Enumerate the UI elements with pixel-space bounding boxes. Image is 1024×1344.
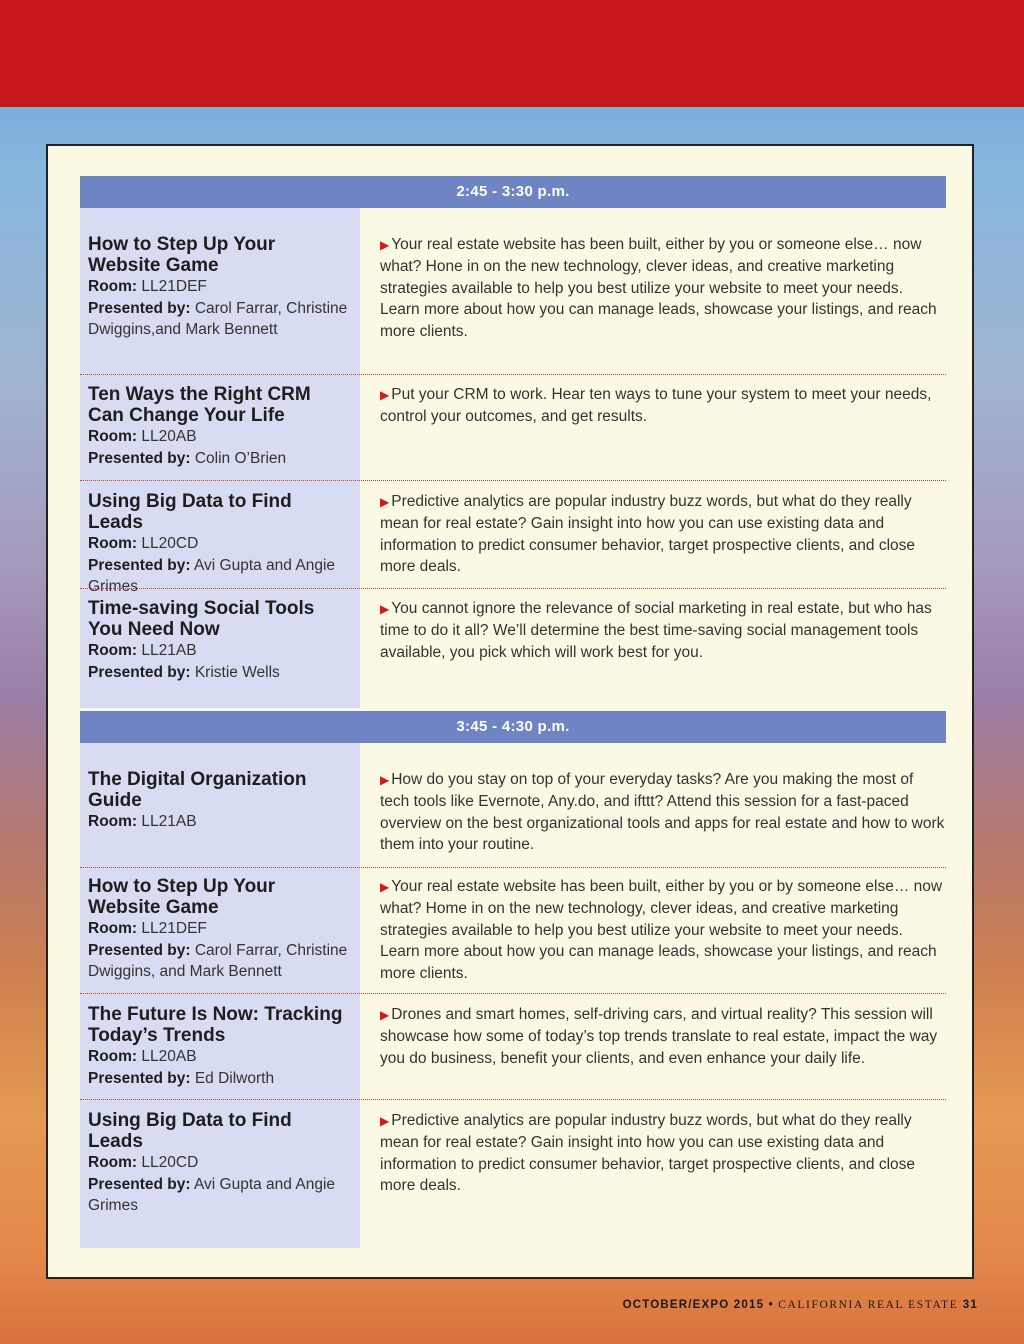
session-title: The Future Is Now: Tracking Today’s Trends <box>88 1004 343 1046</box>
arrow-bullet-icon: ▶ <box>380 495 390 509</box>
session-description: ▶ Put your CRM to work. Hear ten ways to tune your system to meet your needs, control your outcomes, and get results. <box>380 386 932 426</box>
session-presenters: Presented by: Carol Farrar, Christine Dwiggins, and Mark Bennett <box>88 941 348 980</box>
session-description: ▶ Your real estate website has been built, either by you or by someone else… now what? Home in on the new technology, clever ideas, and creative marketing strategies available to help you best utilize your website to meet your needs. Learn more about how you can manage leads, showcase your listings, and reach more clients. <box>380 878 943 982</box>
session-room: Room: LL20CD <box>88 1154 199 1171</box>
arrow-bullet-icon: ▶ <box>380 388 390 402</box>
session-title: Time-saving Social Tools You Need Now <box>88 598 315 640</box>
session-presenters: Presented by: Avi Gupta and Angie Grimes <box>88 1175 336 1214</box>
dotted-divider <box>80 867 946 868</box>
session-presenters: Presented by: Kristie Wells <box>88 663 280 681</box>
session-presenters: Presented by: Ed Dilworth <box>88 1069 275 1087</box>
session-title: Using Big Data to Find Leads <box>88 1110 292 1152</box>
session-description: ▶ You cannot ignore the relevance of social marketing in real estate, but who has time to do it all? We’ll determine the best time-saving social management tools available, you pick which will work best for you. <box>380 600 932 661</box>
time-slot-header: 2:45 - 3:30 p.m. <box>80 176 946 208</box>
session-room: Room: LL20AB <box>88 1048 197 1065</box>
dotted-divider <box>80 480 946 481</box>
arrow-bullet-icon: ▶ <box>380 773 390 787</box>
dotted-divider <box>80 993 946 994</box>
session-description: ▶ How do you stay on top of your everyday tasks? Are you making the most of tech tools like Evernote, Any.do, and ifttt? Attend this session for a fast-paced overview on the best organizational tools and apps for real estate and how to work them into your routine. <box>380 771 945 854</box>
dotted-divider <box>80 588 946 589</box>
session-title: Using Big Data to Find Leads <box>88 491 292 533</box>
session-title: How to Step Up Your Website Game <box>88 876 276 918</box>
arrow-bullet-icon: ▶ <box>380 1114 390 1128</box>
page-number: 31 <box>962 1299 978 1311</box>
session-description: ▶ Predictive analytics are popular industry buzz words, but what do they really mean for real estate? Gain insight into how you can use existing data and information to predict consumer behavior, target prospective clients, and close more deals. <box>380 493 916 576</box>
session-presenters: Presented by: Avi Gupta and Angie Grimes <box>88 556 336 595</box>
session-room: Room: LL21DEF <box>88 920 207 937</box>
top-color-band <box>0 0 1024 107</box>
session-room: Room: LL21DEF <box>88 278 207 295</box>
session-room: Room: LL21AB <box>88 642 197 659</box>
session-title: How to Step Up Your Website Game <box>88 234 276 276</box>
session-description: ▶ Predictive analytics are popular industry buzz words, but what do they really mean for real estate? Gain insight into how you can use existing data and information to predict consumer behavior, target prospective clients, and close more deals. <box>380 1112 916 1195</box>
magazine-name: CALIFORNIA REAL ESTATE <box>778 1299 959 1311</box>
page-footer <box>623 1299 978 1311</box>
schedule-panel <box>46 144 974 1279</box>
issue-date: OCTOBER/EXPO 2015 • <box>622 1299 774 1311</box>
session-title: The Digital Organization Guide <box>88 769 307 811</box>
session-title: Ten Ways the Right CRM Can Change Your Life <box>88 384 311 426</box>
dotted-divider <box>80 374 946 375</box>
session-room: Room: LL21AB <box>88 813 197 830</box>
session-description: ▶ Your real estate website has been built, either by you or someone else… now what? Hone in on the new technology, clever ideas, and creative marketing strategies available to help you best utilize your website to meet your needs. Learn more about how you can manage leads, showcase your listings, and reach more clients. <box>380 236 937 340</box>
session-room: Room: LL20AB <box>88 428 197 445</box>
dotted-divider <box>80 1099 946 1100</box>
arrow-bullet-icon: ▶ <box>380 238 390 252</box>
time-slot-header: 3:45 - 4:30 p.m. <box>80 711 946 743</box>
session-description: ▶ Drones and smart homes, self-driving cars, and virtual reality? This session will showcase how some of today’s top trends translate to real estate, impact the way you do business, benefit your clients, and even enhance your daily life. <box>380 1006 938 1067</box>
session-presenters: Presented by: Carol Farrar, Christine Dwiggins,and Mark Bennett <box>88 299 348 338</box>
arrow-bullet-icon: ▶ <box>380 1008 390 1022</box>
session-room: Room: LL20CD <box>88 535 199 552</box>
session-presenters: Presented by: Colin O’Brien <box>88 449 287 467</box>
arrow-bullet-icon: ▶ <box>380 602 390 616</box>
arrow-bullet-icon: ▶ <box>380 880 390 894</box>
